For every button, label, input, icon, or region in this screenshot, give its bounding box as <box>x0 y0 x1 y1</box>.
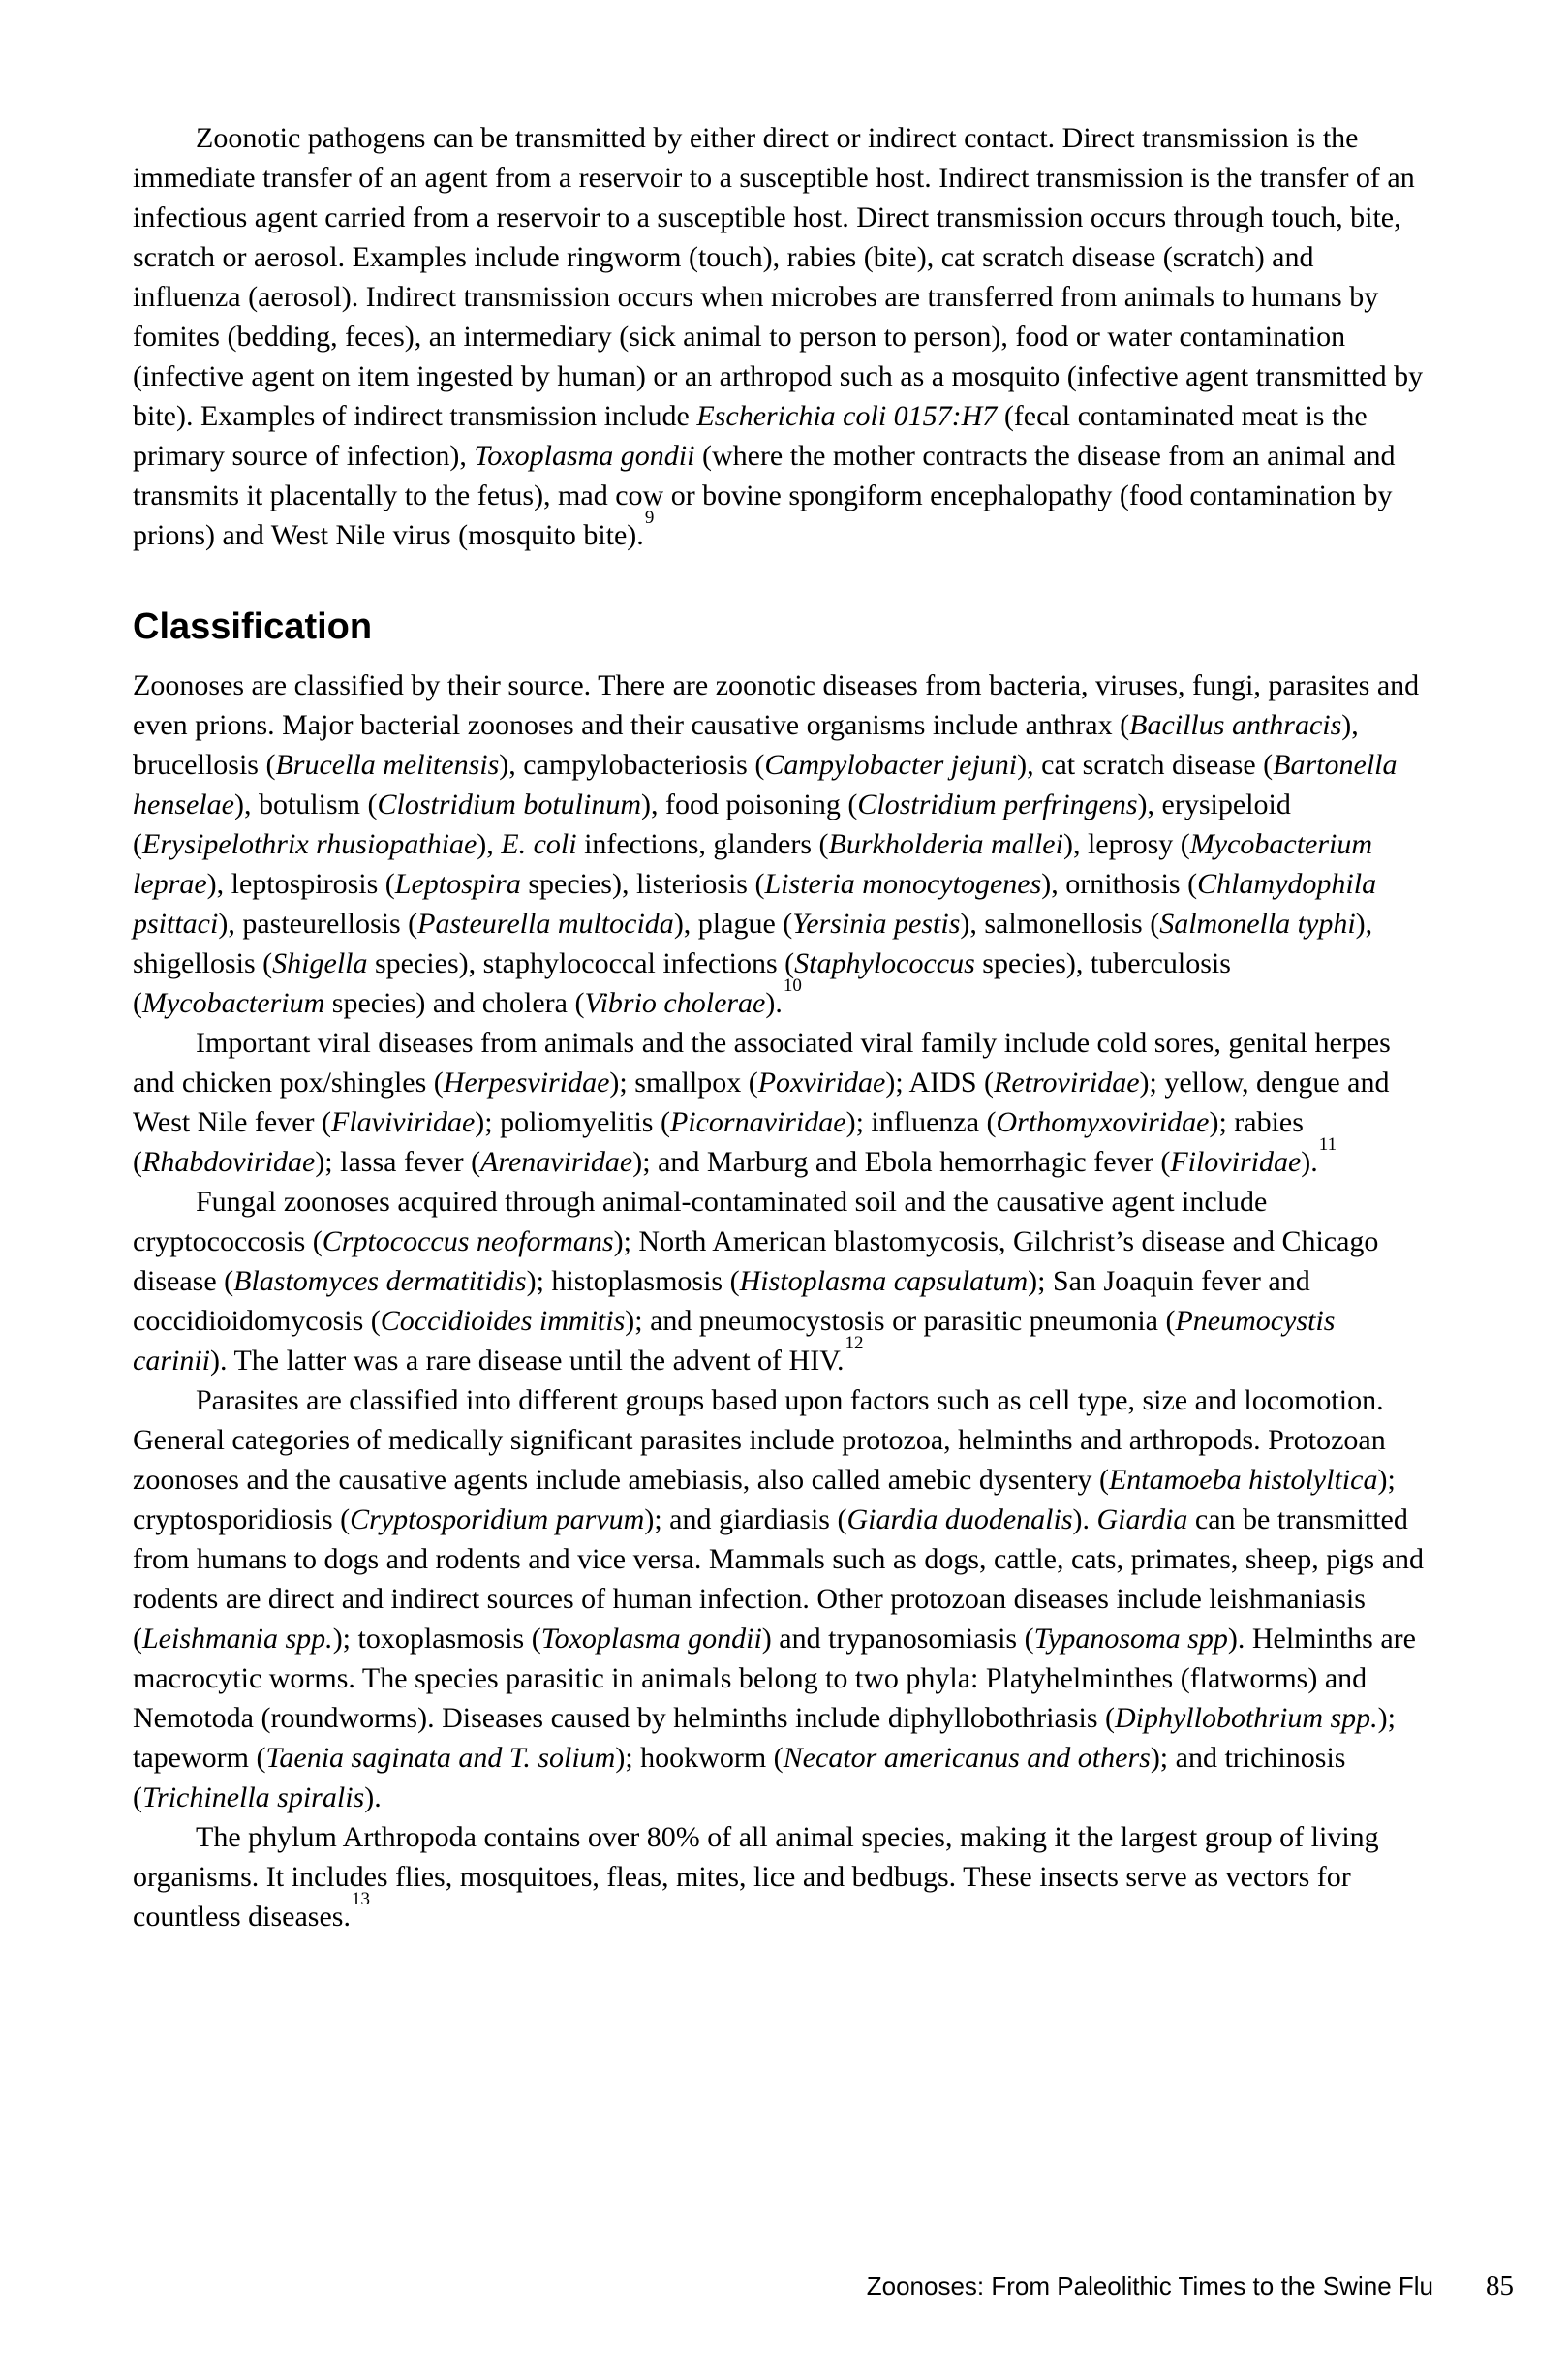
species-name-italic: Pneumocystis carinii <box>133 1305 1336 1377</box>
paragraph <box>133 666 1427 1023</box>
text-segment: species), staphylococcal infections ( <box>367 947 795 979</box>
species-name-italic: Salmonella typhi <box>1159 908 1356 940</box>
species-name-italic: Erysipelothrix rhusiopathiae <box>142 828 477 860</box>
paragraph <box>133 1023 1427 1182</box>
species-name-italic: Filoviridae <box>1170 1146 1302 1178</box>
species-name-italic: Campylobacter jejuni <box>764 749 1018 781</box>
text-segment: ); toxoplasmosis ( <box>332 1623 541 1655</box>
text-segment: ); histoplasmosis ( <box>526 1265 740 1297</box>
text-segment: ), shigellosis ( <box>133 908 1373 979</box>
footnote-reference: 13 <box>351 1889 370 1909</box>
text-segment: ). <box>1072 1503 1097 1535</box>
species-name-italic: Escherichia coli 0157:H7 <box>696 400 998 432</box>
species-name-italic: Entamoeba histolyltica <box>1108 1464 1378 1496</box>
species-name-italic: Poxviridae <box>757 1067 886 1099</box>
text-segment: ); and trichinosis ( <box>133 1742 1346 1813</box>
text-segment: ). Helminths are macrocytic worms. The species parasitic in animals belong to two phyla: Platyhelminthes (flatworms) and Nemotoda (roundworms). Diseases caused by helminths include diphyllobothriasis ( <box>133 1623 1416 1734</box>
text-segment: ). <box>1301 1146 1318 1178</box>
text-segment: Parasites are classified into different groups based upon factors such as cell type, size and locomotion. General categories of medically significant parasites include protozoa, helminths and arthropods. Protozoan zoonoses and the causative agents include amebiasis, also called amebic dysentery ( <box>133 1384 1386 1496</box>
text-segment: species), tuberculosis ( <box>133 947 1231 1019</box>
text-segment: ); San Joaquin fever and coccidioidomycosis ( <box>133 1265 1310 1337</box>
text-segment: ); influenza ( <box>845 1106 997 1138</box>
species-name-italic: Shigella <box>272 947 368 979</box>
text-segment: ); hookworm ( <box>615 1742 784 1774</box>
text-segment: ); and pneumocystosis or parasitic pneumonia ( <box>625 1305 1176 1337</box>
text-segment: species), listeriosis ( <box>520 868 765 900</box>
species-name-italic: Chlamydophila psittaci <box>133 868 1377 940</box>
text-segment: Zoonotic pathogens can be transmitted by either direct or indirect contact. Direct transmission is the immediate transfer of an agent from a reservoir to a susceptible host. Indirect transmission is the transfer of an infectious agent carried from a reservoir to a susceptible host. Direct transmission occurs through touch, bite, scratch or aerosol. Examples include ringworm (touch), rabies (bite), cat scratch disease (scratch) and influenza (aerosol). Indirect transmission occurs when microbes are transferred from animals to humans by fomites (bedding, feces), an intermediary (sick animal to person to person), food or water contamination (infective agent on item ingested by human) or an arthropod such as a mosquito (infective agent transmitted by bite). Examples of indirect transmission include <box>133 122 1424 432</box>
species-name-italic: Yersinia pestis <box>792 908 961 940</box>
paragraph <box>133 1380 1427 1817</box>
paragraph <box>133 118 1427 555</box>
text-segment: (fecal contaminated meat is the primary source of infection), <box>133 400 1368 472</box>
text-segment: infections, glanders ( <box>576 828 829 860</box>
footnote-reference: 12 <box>845 1333 864 1353</box>
species-name-italic: Arenaviridae <box>480 1146 633 1178</box>
page-number: 85 <box>1486 2271 1514 2302</box>
species-name-italic: Taenia saginata and T. solium <box>265 1742 616 1774</box>
species-name-italic: Histoplasma capsulatum <box>739 1265 1029 1297</box>
species-name-italic: Leishmania spp. <box>142 1623 333 1655</box>
text-segment: ); poliomyelitis ( <box>475 1106 670 1138</box>
text-segment: ), salmonellosis ( <box>960 908 1160 940</box>
species-name-italic: Clostridium botulinum <box>377 789 642 820</box>
text-segment: ), campylobacteriosis ( <box>499 749 765 781</box>
species-name-italic: Rhabdoviridae <box>142 1146 316 1178</box>
species-name-italic: Mycobacterium <box>142 987 325 1019</box>
species-name-italic: Blastomyces dermatitidis <box>233 1265 527 1297</box>
text-segment: ); lassa fever ( <box>315 1146 481 1178</box>
page-footer <box>867 2271 1514 2303</box>
text-segment: ), <box>477 828 502 860</box>
species-name-italic: Orthomyxoviridae <box>996 1106 1210 1138</box>
species-name-italic: Diphyllobothrium spp. <box>1114 1702 1378 1734</box>
species-name-italic: Giardia <box>1096 1503 1188 1535</box>
species-name-italic: Toxoplasma gondii <box>540 1623 762 1655</box>
paragraph <box>133 1817 1427 1936</box>
text-segment: ), botulism ( <box>233 789 378 820</box>
text-segment: ); and Marburg and Ebola hemorrhagic fever ( <box>632 1146 1171 1178</box>
text-segment: ). <box>765 987 783 1019</box>
species-name-italic: Staphylococcus <box>794 947 975 979</box>
text-segment: ); North American blastomycosis, Gilchrist’s disease and Chicago disease ( <box>133 1225 1379 1297</box>
text-segment: ), leptospirosis ( <box>206 868 395 900</box>
text-segment: ). <box>364 1781 382 1813</box>
species-name-italic: Necator americanus and others <box>783 1742 1151 1774</box>
text-segment: ), plague ( <box>673 908 793 940</box>
species-name-italic: Mycobacterium leprae <box>133 828 1373 900</box>
text-segment: ), cat scratch disease ( <box>1017 749 1274 781</box>
species-name-italic: E. coli <box>501 828 577 860</box>
text-segment: ), leprosy ( <box>1062 828 1190 860</box>
footnote-reference: 11 <box>1318 1134 1337 1155</box>
text-segment: ), brucellosis ( <box>133 709 1359 781</box>
species-name-italic: Vibrio cholerae <box>584 987 766 1019</box>
species-name-italic: Pasteurella multocida <box>417 908 674 940</box>
text-segment: ) and trypanosomiasis ( <box>761 1623 1034 1655</box>
species-name-italic: Cryptosporidium parvum <box>350 1503 645 1535</box>
species-name-italic: Flaviviridae <box>331 1106 476 1138</box>
section-heading: Classification <box>133 606 373 647</box>
text-segment: ); AIDS ( <box>885 1067 994 1099</box>
species-name-italic: Herpesviridae <box>443 1067 610 1099</box>
species-name-italic: Burkholderia mallei <box>828 828 1063 860</box>
species-name-italic: Toxoplasma gondii <box>474 440 695 472</box>
paragraph <box>133 1182 1427 1380</box>
species-name-italic: Listeria monocytogenes <box>764 868 1042 900</box>
text-segment: ); cryptosporidiosis ( <box>133 1464 1396 1535</box>
text-segment: ); tapeworm ( <box>133 1702 1396 1774</box>
species-name-italic: Bartonella henselae <box>133 749 1398 820</box>
species-name-italic: Trichinella spiralis <box>142 1781 365 1813</box>
text-segment: ); yellow, dengue and West Nile fever ( <box>133 1067 1390 1138</box>
text-segment: Zoonoses are classified by their source. There are zoonotic diseases from bacteria, viruses, fungi, parasites and even prions. Major bacterial zoonoses and their causative organisms include anthrax ( <box>133 669 1420 741</box>
footnote-reference: 9 <box>644 508 655 528</box>
species-name-italic: Retroviridae <box>994 1067 1140 1099</box>
text-segment: ); rabies ( <box>133 1106 1304 1178</box>
text-segment: can be transmitted from humans to dogs and rodents and vice versa. Mammals such as dogs, cattle, cats, primates, sheep, pigs and rodents are direct and indirect sources of human infection. Other protozoan diseases include leishmaniasis ( <box>133 1503 1425 1655</box>
text-segment: ); smallpox ( <box>609 1067 758 1099</box>
species-name-italic: Bacillus anthracis <box>1129 709 1342 741</box>
text-segment: species) and cholera ( <box>324 987 585 1019</box>
species-name-italic: Picornaviridae <box>669 1106 846 1138</box>
species-name-italic: Brucella melitensis <box>275 749 500 781</box>
page-content <box>133 118 1427 1936</box>
text-segment: ), ornithosis ( <box>1041 868 1198 900</box>
text-segment: ); and giardiasis ( <box>644 1503 847 1535</box>
species-name-italic: Leptospira <box>394 868 521 900</box>
text-segment: Fungal zoonoses acquired through animal-contaminated soil and the causative agent include cryptococcosis ( <box>133 1186 1268 1257</box>
text-segment: ). The latter was a rare disease until the advent of HIV. <box>210 1345 845 1377</box>
text-segment: (where the mother contracts the disease from an animal and transmits it placentally to the fetus), mad cow or bovine spongiform encephalopathy (food contamination by prions) and West Nile virus (mosquito bite). <box>133 440 1396 551</box>
species-name-italic: Giardia duodenalis <box>846 1503 1073 1535</box>
text-segment: The phylum Arthropoda contains over 80% of all animal species, making it the largest group of living organisms. It includes flies, mosquitoes, fleas, mites, lice and bedbugs. These insects serve as vectors for countless diseases. <box>133 1821 1379 1933</box>
text-segment: ), pasteurellosis ( <box>218 908 418 940</box>
text-segment: ), erysipeloid ( <box>133 789 1291 860</box>
species-name-italic: Typanosoma spp <box>1033 1623 1228 1655</box>
text-segment: Important viral diseases from animals and the associated viral family include cold sores, genital herpes and chicken pox/shingles ( <box>133 1027 1391 1099</box>
species-name-italic: Clostridium perfringens <box>857 789 1138 820</box>
running-title: Zoonoses: From Paleolithic Times to the Swine Flu <box>866 2272 1433 2301</box>
species-name-italic: Coccidioides immitis <box>380 1305 626 1337</box>
text-segment: ), food poisoning ( <box>641 789 858 820</box>
footnote-reference: 10 <box>783 975 802 996</box>
species-name-italic: Crptococcus neoformans <box>322 1225 614 1257</box>
